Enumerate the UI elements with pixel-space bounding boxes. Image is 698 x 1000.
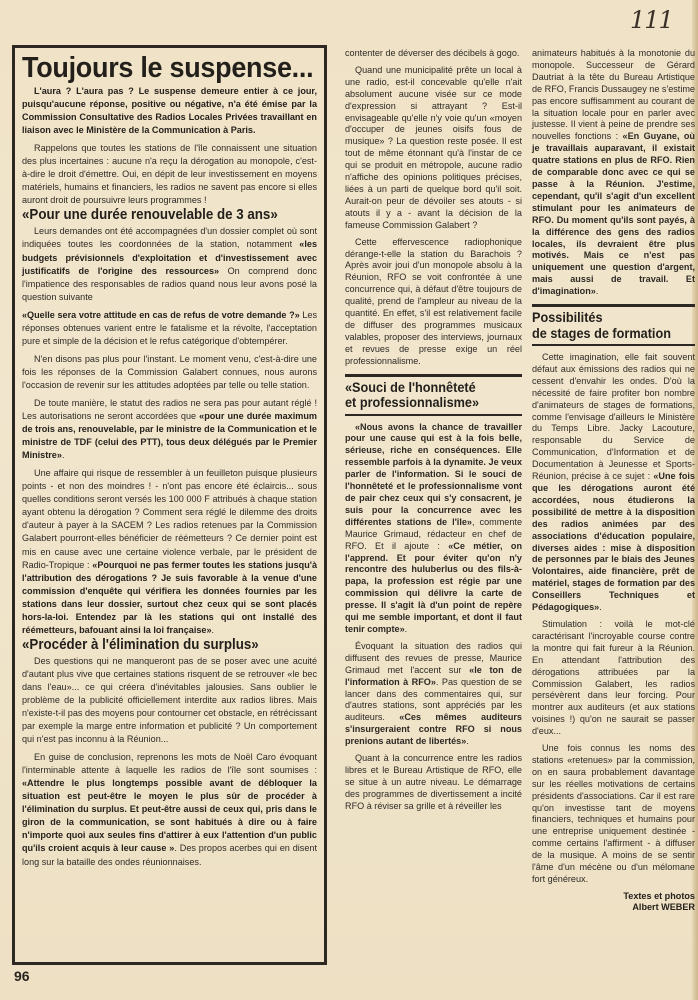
quote: «Une fois que les dérogations auront été accordées, nous étudierons la possibilité de mettre à la disposition des radios animées par des associations d'éducation populaire, diverses aides : mise à disposition de personnes par le biais des Jeunes Volontaires, aide financière, prêt de matériel, stages de formation par des Conseillers Techniques et Pédagogiques» (532, 471, 695, 613)
paragraph: Des questions qui ne manqueront pas de se poser avec une acuité d'autant plus vive que certaines stations risquent de se retrouver «le bec dans l'eau»... ce qui créera d'inévitables jalousies. Sans oublier le problème de la publicité officiellement interdite aux radios libres. Mais n'existe-t-il pas des moyens pour contourner cet obstacle, en rétrécissant par exemple la marge entre information et publicité ? Un comportement qui n'est pas inconnu à la Réunion... (22, 655, 317, 745)
article-headline: Toujours le suspense... (22, 52, 314, 84)
right-column (532, 48, 695, 914)
quote: «le ton de l'information à RFO» (345, 664, 522, 687)
text: En guise de conclusion, reprenons les mots de Noël Caro évoquant l'interminable attente à laquelle les radios de l'île sont soumises : (22, 752, 317, 776)
text: . Des propos acerbes qui en disent long sur la bataille des ondes réunionnaises. (22, 843, 317, 867)
text: . (404, 623, 408, 634)
quote: «En Guyane, où je travaillais auparavant, il existait quatre stations en plus de RFO. Rien de comparable donc avec ce qui se passe à la Réunion. J'estime, cependant, qu'il s'agit d'un excellent stimulant pour les animateurs de RFO. Du moment qu'ils sont payés, à la différence des gens des radios locales, ils devraient être plus motivés. Mais ce n'est pas uniquement une question d'argent, mais aussi de travail. Et d'imagination» (532, 131, 695, 297)
divider (345, 374, 522, 377)
credit-line: Textes et photos (623, 890, 695, 901)
text: . (61, 450, 65, 461)
quote: «pour une durée maximum de trois ans, renouvelable, par le ministre de la Communication et le ministre de TDF (celui des PTT), tous deux délégués par le Premier Ministre» (22, 411, 317, 461)
credit (532, 891, 695, 914)
text: De toute manière, le statut des radios ne sera pas pour autant réglé ! Les autorisations ne seront accordées que (22, 397, 317, 422)
subheading-duree: «Pour une durée renouvelable de 3 ans» (22, 207, 278, 224)
paragraph (22, 225, 317, 303)
middle-column (345, 48, 522, 818)
paragraph: Une fois connus les noms des stations «retenues» par la commission, on en saura probablement davantage sur les réelles motivations de certains présidents d'associations. Car il est rare qu'on investisse tant de moyens financiers, techniques et humains pour une entreprise uniquement destinée - comme certains l'affirment - à diffuser de la musique. A moins de se sentir l'âme d'un mécène ou d'un mélomane fort généreux. (532, 743, 695, 884)
paragraph (22, 751, 317, 868)
quote: «Pourquoi ne pas fermer toutes les stations jusqu'à l'attribution des dérogations ? Je suis favorable à la venue d'une commission d'enquête qui vérifiera les données fournies par les stations dans leur dossier, surtout chez ceux qui se sont placés hors-la-loi. Entendez par là les stations qui ont installé des réémetteurs, bafouant ainsi la loi française» (22, 559, 318, 635)
text: . (595, 286, 599, 297)
subheading-line: Possibilités (532, 310, 603, 326)
text: , commente Maurice Grimaud, rédacteur en chef de RFO. Et il ajoute : (345, 516, 522, 551)
quote: «Ce métier, on l'apprend. Et pour éviter qu'on n'y rencontre des huluberlus ou des fils-à-papa, la profession est régie par une commission qui délivre la carte de presse. Il s'agit là d'un point de repère qui me semble important, et dont il faut tenir compte» (345, 540, 522, 634)
boxed-article (12, 45, 327, 965)
page-number: 96 (14, 968, 30, 984)
text: On comprend donc l'impatience des responsables de radios quand nous leur avons posé la question suivante (22, 265, 317, 302)
text: Cette imagination, elle fait souvent défaut aux émissions des radios qui ne cessent d'envahir les ondes. D'où la nécessité de faire profiter bon nombre d'animateurs de stages de formations, comme l'envisage d'ailleurs le Ministère du Temps Libre. Jacky Lacouture, responsable du Service de Communication, d'Information et de Documentation à Jeunesse et Sports-Réunion, précise à ce sujet : (532, 352, 695, 482)
paragraph: Quant à la concurrence entre les radios libres et le Bureau Artistique de RFO, elle se situe à un autre niveau. Le démarrage des programmes de divertissement a incité RFO à réviser sa grille et à réveiller les (345, 753, 522, 811)
handwritten-page-mark: 111 (630, 6, 673, 34)
paragraph (532, 48, 695, 298)
divider (532, 344, 695, 346)
author-name: Albert WEBER (632, 902, 695, 913)
paragraph: contenter de déverser des décibels à gogo. (345, 48, 520, 58)
text: . (599, 602, 602, 613)
paragraph (532, 352, 695, 614)
subheading-surplus: «Procéder à l'élimination du surplus» (22, 636, 259, 653)
paragraph (345, 641, 522, 748)
quote: «les budgets prévisionnels d'exploitation et d'investissement avec justificatifs de l'origine des ressources» (22, 239, 317, 276)
paragraph: Stimulation : voilà le mot-clé caractérisant l'incroyable course contre la montre qui fait fureur à la Réunion. En attendant l'attribution des dérogations attribuées par la Commission Galabert, les radios persévèrent dans leur forcing. Pour montrer aux auditeurs (et aux stations voisines !) qu'on ne saurait se passer d'eux... (532, 618, 695, 737)
text: Les réponses obtenues varient entre le fatalisme et la révolte, l'acceptation pure et simple de la décision et le refus catégorique d'obtempérer. (22, 309, 317, 346)
paragraph (22, 397, 317, 462)
text: . (211, 624, 215, 635)
paragraph: Quand une municipalité prête un local à une radio, est-il concevable qu'elle n'ait absolument aucune visée sur ce mode d'expression si attrayant ? Est-il envisageable qu'elle n'y voie qu'un «moyen d'occuper de jeunes oisifs fous de musique» ? La question reste posée. Il est tout de même étonnant qu'à l'instar de ce qui se produit en métropole, aucune radio n'affiche des opinions politiques précises, liées à un parti de quelque bord qu'il soit. Aurait-on peur de dévoiler ses atouts - si atouts il y a - avant la décision de la fameuse Commission Galabert ? (345, 64, 522, 230)
intro-paragraph (22, 85, 317, 137)
paragraph: N'en disons pas plus pour l'instant. Le moment venu, c'est-à-dire une fois les réponses de la Commission Galabert connues, nous aurons l'occasion de revenir sur les attitudes adoptées par telle ou telle station. (22, 353, 317, 390)
intro-text: L'aura ? L'aura pas ? Le suspense demeure entier à ce jour, puisqu'aucune réponse, positive ou négative, n'a été émise par la Commission Consultative des Radios Locales Privées travaillant en liaison avec le Ministère de la Communication à Paris. (22, 86, 317, 136)
text: . Pas question de se lancer dans des commentaires qui, sur d'autres stations, sont appréciés par les auditeurs. (345, 676, 522, 723)
paragraph: Cette effervescence radiophonique dérange-t-elle la station du Barachois ? Après avoir joui d'un monopole absolu à la Réunion, RFO se voit confrontée à une concurrence qui, à défaut d'être toujours de qualité, prend de l'ampleur au niveau de la quantité. En effet, s'il est relativement facile de diffuser des programmes musicaux valables, proposer des interviews, journaux et revues de presse exige un réel professionnalisme. (345, 236, 522, 366)
divider (532, 304, 695, 307)
paragraph: Rappelons que toutes les stations de l'île connaissent une situation des plus incertaines : aucune n'a reçu la dérogation au monopole, c'est-à-dire le droit d'émettre. Oui, en dépit de leur investissement en moyens matériels, humains et financiers, les radios ne savent pas encore si elles auront droit de poursuivre leurs programmes ! (22, 143, 317, 206)
quote: «Attendre le plus longtemps possible avant de débloquer la situation est peut-être le moyen le plus sûr de procéder à l'élimination du surplus. Et peut-être aussi de ceux qui, pris dans le giron de la communication, se sont habitués à dire ou à faire n'importe quoi aux seules fins d'attirer à eux l'attention d'un public qu'ils croient acquis à leur cause » (22, 778, 317, 854)
subheading-line: et professionnalisme» (345, 395, 480, 411)
subheading-line: «Souci de l'honnêteté (345, 379, 476, 395)
text: animateurs habitués à la monotonie du monopole. Successeur de Gérard Dautriat à la tête du Bureau Artistique de RFO, Francis Dussaugey ne s'estime pas encore suffisamment au courant de la situation locale pour en parler avec justesse. Il vient à peine de prendre ses nouvelles fonctions : (532, 48, 695, 142)
paragraph (22, 309, 317, 348)
quote: «Nous avons la chance de travailler pour une cause qui est à la fois belle, sérieuse, riche en conséquences. Elle ressemble parfois à la dynamite. Je veux parler de l'information. Si le souci de l'honnêteté et le professionnalisme vont de pair chez ceux qui s'y consacrent, je suis pour la concurrence avec les différentes stations de l'île» (345, 421, 522, 527)
divider (345, 414, 522, 416)
text: Une affaire qui risque de ressembler à un feuilleton puisque plusieurs points - et non des moindres ! - n'ont pas encore été éclaircis... sous quelles conditions seront versés les 100 000 F attribués à chaque station ayant obtenu la dérogation ? Comment sera réglé le dilemme des droits d'auteur à payer à la SACEM ? Les radios retenues par la Commission Galabert pourront-elles bénéficier de réémetteurs ? Ce dernier point est mis en cause avec une certaine violence verbale, par le président de Radio-Tropique : (22, 468, 317, 570)
quote: «Ces mêmes auditeurs s'insurgeraient contre RFO si nous prenions autant de libertés» (345, 712, 522, 747)
subheading-line: de stages de formation (532, 325, 671, 341)
text: Leurs demandes ont été accompagnées d'un dossier complet où sont indiquées toutes les coordonnées de la station, notamment (22, 226, 317, 250)
paragraph (345, 422, 522, 636)
paragraph (22, 467, 317, 637)
quote: «Quelle sera votre attitude en cas de refus de votre demande ?» (22, 309, 300, 320)
text: Évoquant la situation des radios qui diffusent des revues de presse, Maurice Grimaud met l'accent sur (345, 640, 522, 675)
text: . (466, 736, 469, 747)
